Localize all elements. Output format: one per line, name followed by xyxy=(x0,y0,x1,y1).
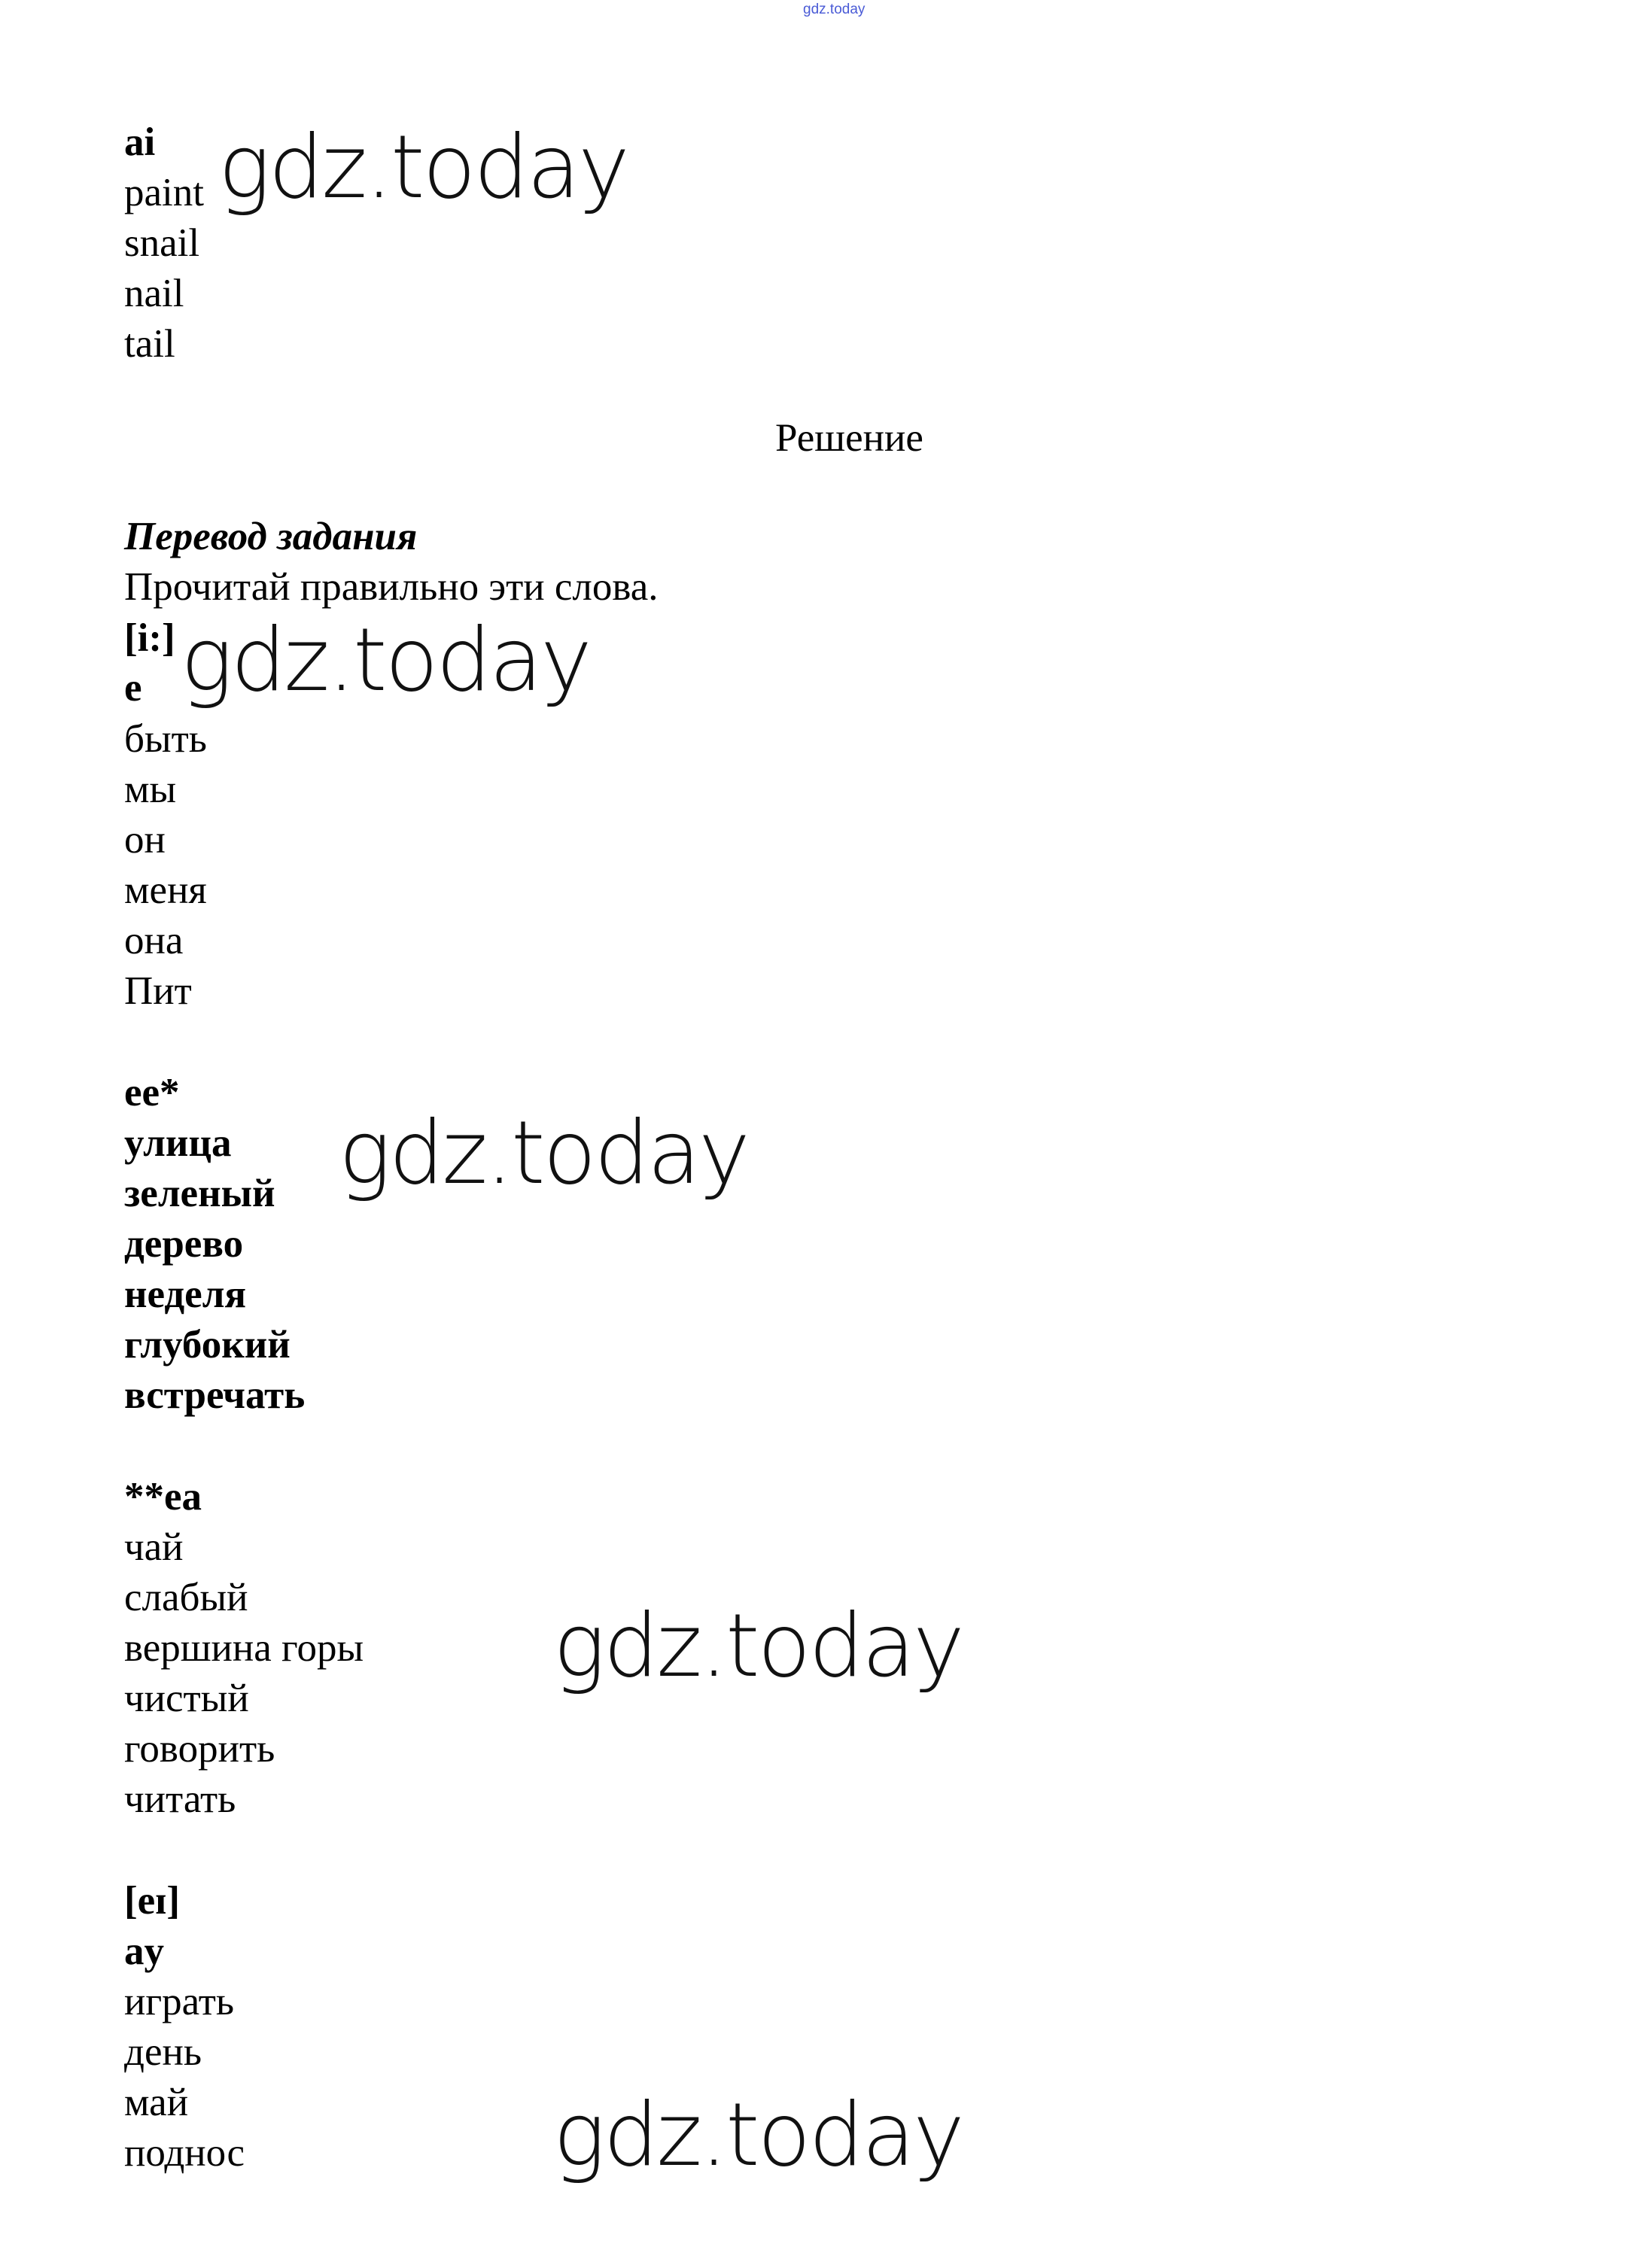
word-item: встречать xyxy=(124,1373,306,1417)
word-item: зеленый xyxy=(124,1172,275,1215)
word-item: поднос xyxy=(124,2131,245,2175)
watermark-4: gdz.today xyxy=(553,1595,963,1697)
watermark-5: gdz.today xyxy=(553,2084,963,2186)
word-item: мы xyxy=(124,768,177,811)
group-i-sound: [i:] xyxy=(124,616,175,660)
group-i-letter: e xyxy=(124,666,142,710)
translation-heading: Перевод задания xyxy=(124,515,418,558)
word-item: говорить xyxy=(124,1727,275,1771)
word-item: вершина горы xyxy=(124,1626,364,1670)
group-ei-sound: [eɪ] xyxy=(124,1879,181,1923)
word-item: дерево xyxy=(124,1222,244,1266)
word-item: nail xyxy=(124,272,184,315)
word-item: Пит xyxy=(124,969,192,1013)
word-item: paint xyxy=(124,171,204,214)
group-ei-letter: ay xyxy=(124,1929,164,1973)
translation-instruction: Прочитай правильно эти слова. xyxy=(124,565,659,609)
watermark-2: gdz.today xyxy=(181,610,590,711)
word-item: играть xyxy=(124,1980,235,2023)
watermark-3: gdz.today xyxy=(339,1102,748,1204)
word-item: улица xyxy=(124,1121,232,1165)
word-item: май xyxy=(124,2081,189,2124)
word-item: она xyxy=(124,919,184,962)
word-item: он xyxy=(124,818,166,862)
word-item: чистый xyxy=(124,1677,249,1720)
group-ea-heading: **ea xyxy=(124,1475,202,1519)
word-item: день xyxy=(124,2030,202,2074)
section-ai-heading: ai xyxy=(124,120,156,164)
word-item: читать xyxy=(124,1777,236,1821)
word-item: неделя xyxy=(124,1272,247,1316)
solution-title: Решение xyxy=(775,416,923,460)
group-ee-heading: ee* xyxy=(124,1071,180,1114)
word-item: меня xyxy=(124,868,207,912)
word-item: чай xyxy=(124,1525,184,1569)
word-item: быть xyxy=(124,717,207,761)
watermark-1: gdz.today xyxy=(218,117,628,218)
word-item: глубокий xyxy=(124,1323,291,1367)
top-watermark: gdz.today xyxy=(803,2,866,17)
word-item: слабый xyxy=(124,1576,248,1619)
word-item: snail xyxy=(124,221,200,265)
word-item: tail xyxy=(124,322,175,366)
